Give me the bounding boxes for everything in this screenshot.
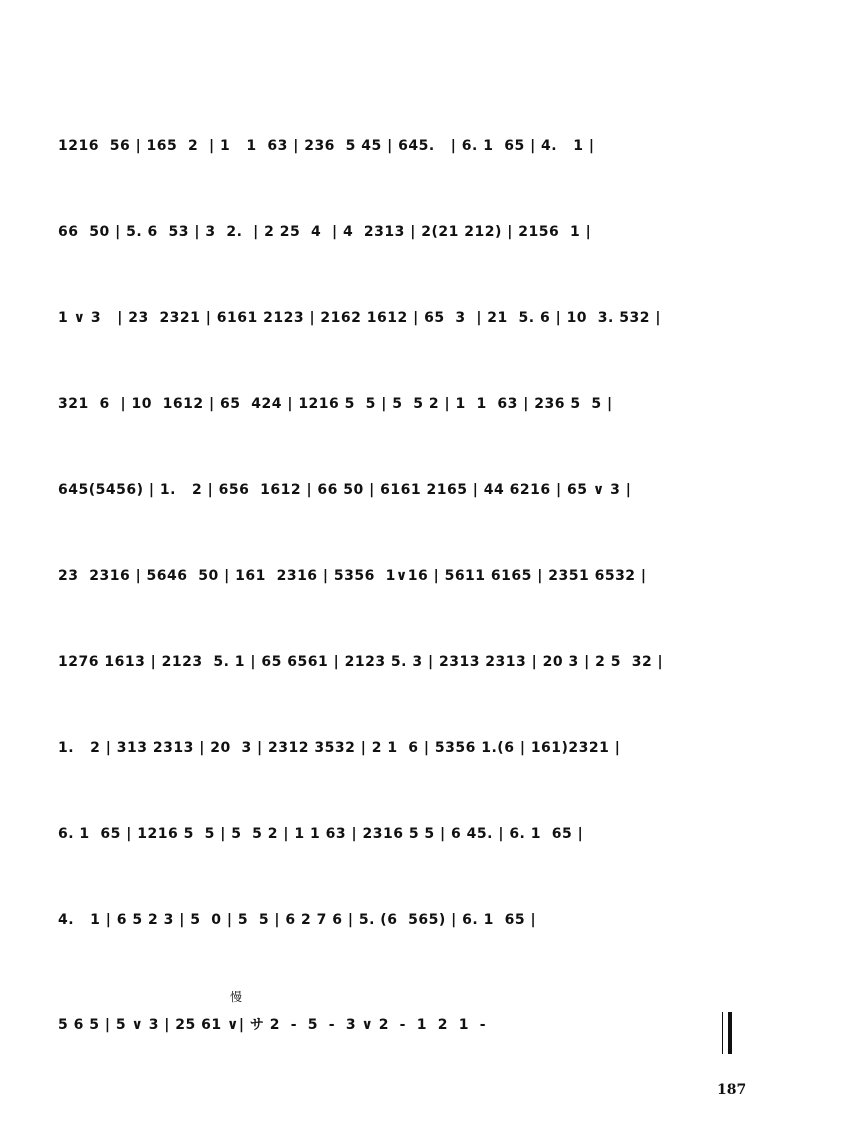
notation-text: 321 6 | 10 1612 | 65 424 | 1216 5 5 | 5 5 2 | 1 1 63 | 236 5 5 | xyxy=(58,396,613,412)
notation-text: 1. 2 | 313 2313 | 20 3 | 2312 3532 | 2 1 6 | 5356 1.(6 | 161)2321 | xyxy=(58,740,621,756)
staff-line-4 xyxy=(58,368,758,428)
final-barline xyxy=(728,1012,732,1054)
notation-text: 23 2316 | 5646 50 | 161 2316 | 5356 1∨16 | 5611 6165 | 2351 6532 | xyxy=(58,568,647,584)
staff-line-11 xyxy=(58,990,758,1050)
staff-line-1 xyxy=(58,110,758,170)
notation-text: 645(5456) | 1. 2 | 656 1612 | 66 50 | 6161 2165 | 44 6216 | 65 ∨ 3 | xyxy=(58,482,632,498)
notation-text: 1276 1613 | 2123 5. 1 | 65 6561 | 2123 5. 3 | 2313 2313 | 20 3 | 2 5 32 | xyxy=(58,654,664,670)
staff-line-10 xyxy=(58,884,758,944)
notation-text: 1216 56 | 165 2 | 1 1 63 | 236 5 45 | 645. | 6. 1 65 | 4. 1 | xyxy=(58,138,595,154)
staff-line-3 xyxy=(58,282,758,342)
notation-text: 66 50 | 5. 6 53 | 3 2. | 2 25 4 | 4 2313 | 2(21 212) | 2156 1 | xyxy=(58,224,592,240)
staff-line-6 xyxy=(58,540,758,600)
page-number: 187 xyxy=(717,1082,747,1098)
staff-line-5 xyxy=(58,454,758,514)
staff-line-8 xyxy=(58,712,758,772)
tempo-mark: 慢 xyxy=(230,990,243,1004)
staff-line-9 xyxy=(58,798,758,858)
notation-text: 4. 1 | 6 5 2 3 | 5 0 | 5 5 | 6 2 7 6 | 5. (6 565) | 6. 1 65 | xyxy=(58,912,537,928)
notation-text: 1 ∨ 3 | 23 2321 | 6161 2123 | 2162 1612 | 65 3 | 21 5. 6 | 10 3. 532 | xyxy=(58,310,661,326)
notation-text: 5 6 5 | 5 ∨ 3 | 25 61 ∨| サ 2 - 5 - 3 ∨ 2 - 1 2 1 - xyxy=(58,1017,487,1033)
notation-text: 6. 1 65 | 1216 5 5 | 5 5 2 | 1 1 63 | 2316 5 5 | 6 45. | 6. 1 65 | xyxy=(58,826,584,842)
staff-line-2 xyxy=(58,196,758,256)
staff-line-7 xyxy=(58,626,758,686)
